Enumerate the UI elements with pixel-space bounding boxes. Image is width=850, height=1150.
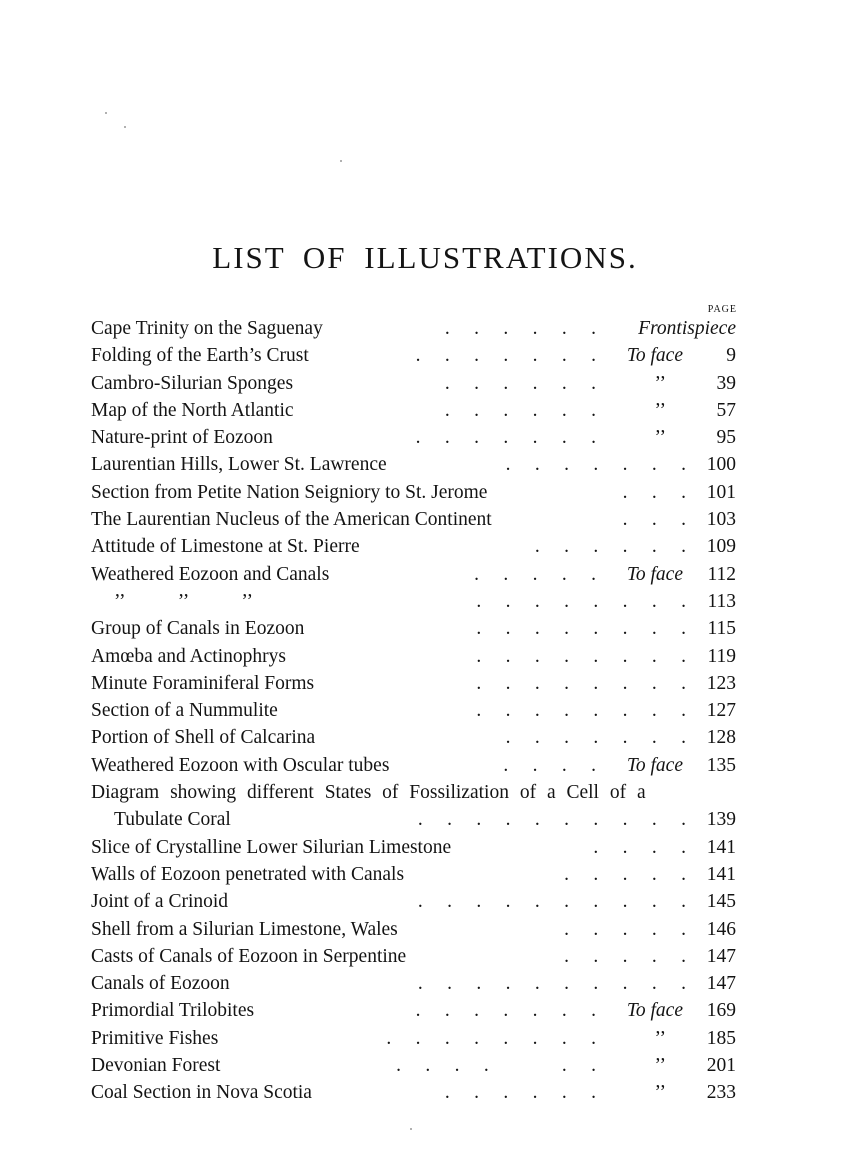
list-item xyxy=(91,670,741,697)
list-item xyxy=(91,643,741,670)
entry-title: Folding of the Earth’s Crust xyxy=(91,345,309,367)
list-item xyxy=(91,1079,741,1106)
dot-leader: . . . . . . . . xyxy=(476,590,686,612)
entry-title: Primitive Fishes xyxy=(91,1027,219,1049)
dot-leader: . . . . . . . xyxy=(415,345,596,367)
entry-title: The Laurentian Nucleus of the American Continent xyxy=(91,509,492,531)
paper-speck xyxy=(124,126,126,128)
dot-leader: . . . . . . . xyxy=(415,1000,596,1022)
list-item xyxy=(91,615,741,642)
entry-page: 57 xyxy=(716,399,736,421)
dot-leader: . . . . . . . xyxy=(505,727,686,749)
entry-note: To face xyxy=(626,345,683,367)
list-item xyxy=(91,506,741,533)
entry-page: 103 xyxy=(706,509,736,531)
entry-title: Cambro-Silurian Sponges xyxy=(91,372,294,394)
entry-title: Minute Foraminiferal Forms xyxy=(91,672,315,694)
entry-page: 39 xyxy=(716,372,736,394)
entry-page: 113 xyxy=(707,590,736,612)
list-item xyxy=(91,806,741,833)
list-item xyxy=(91,479,741,506)
list-item xyxy=(91,997,741,1024)
dot-leader: . . . . . xyxy=(564,918,686,940)
dot-leader: . . . . xyxy=(503,754,596,776)
entry-page: 135 xyxy=(706,754,736,776)
entry-page: 95 xyxy=(716,427,736,449)
entry-page: 145 xyxy=(706,891,736,913)
entry-title: Slice of Crystalline Lower Silurian Limestone xyxy=(91,836,452,858)
list-item xyxy=(91,451,741,478)
ditto-marks: ’’ ’’ ’’ xyxy=(114,590,253,612)
dot-leader: . . . . xyxy=(593,836,686,858)
dot-leader: . . . . . . . . xyxy=(476,672,686,694)
dot-leader: . . . . . . . . xyxy=(386,1027,596,1049)
entry-title: Diagram showing different States of Fossilization of a Cell of a xyxy=(91,782,646,804)
dot-leader: . . . . . . . . xyxy=(476,645,686,667)
dot-leader: . . . . . . . . . . xyxy=(417,809,686,831)
entry-page: 119 xyxy=(707,645,736,667)
entry-page: 147 xyxy=(706,945,736,967)
entry-title: Coal Section in Nova Scotia xyxy=(91,1082,312,1104)
paper-speck xyxy=(105,112,107,114)
list-item xyxy=(91,888,741,915)
page-title: LIST OF ILLUSTRATIONS. xyxy=(212,240,638,275)
entry-title: Tubulate Coral xyxy=(114,809,231,831)
entry-page: 141 xyxy=(706,836,736,858)
entry-title: Weathered Eozoon with Oscular tubes xyxy=(91,754,390,776)
entry-title: Amœba and Actinophrys xyxy=(91,645,286,667)
entry-title: Walls of Eozoon penetrated with Canals xyxy=(91,863,405,885)
entry-page: 128 xyxy=(706,727,736,749)
list-item xyxy=(91,834,741,861)
entry-title: Section from Petite Nation Seigniory to St. Jerome xyxy=(91,481,488,503)
list-item xyxy=(91,697,741,724)
dot-leader: . . . . . . . . xyxy=(476,618,686,640)
dot-leader: . . . . . . xyxy=(444,318,596,339)
list-item xyxy=(91,861,741,888)
entry-title: Laurentian Hills, Lower St. Lawrence xyxy=(91,454,387,476)
entry-title: Primordial Trilobites xyxy=(91,1000,255,1022)
entry-title: Section of a Nummulite xyxy=(91,700,278,722)
entry-page: 185 xyxy=(706,1027,736,1049)
entry-page: 100 xyxy=(706,454,736,476)
paper-speck xyxy=(410,1128,412,1130)
entry-page: 112 xyxy=(707,563,736,585)
dot-leader: . . . . . . . . . . xyxy=(417,891,686,913)
dot-leader: . . . . . . . . . . xyxy=(417,973,686,995)
entry-title: Devonian Forest xyxy=(91,1055,221,1077)
dot-leader: . . . . . . . xyxy=(505,454,686,476)
dot-leader: . . . . . . xyxy=(534,536,686,558)
entry-title: Attitude of Limestone at St. Pierre xyxy=(91,536,360,558)
list-item xyxy=(91,397,741,424)
dot-leader: . . . . . . xyxy=(444,1082,596,1104)
entry-page: 141 xyxy=(706,863,736,885)
list-item xyxy=(91,943,741,970)
list-item xyxy=(91,970,741,997)
dot-leader: . . . . . . . xyxy=(415,427,596,449)
entry-page: 233 xyxy=(706,1082,736,1104)
dot-leader: . . . xyxy=(622,509,686,531)
entry-page: 201 xyxy=(706,1055,736,1077)
dot-leader: . . . . . . . . xyxy=(476,700,686,722)
illustrations-list xyxy=(91,315,741,1107)
list-item xyxy=(91,779,741,806)
entry-title: Nature-print of Eozoon xyxy=(91,427,273,449)
entry-title: Joint of a Crinoid xyxy=(91,891,229,913)
ditto-mark: ’’ xyxy=(654,427,666,449)
entry-title: Canals of Eozoon xyxy=(91,973,230,995)
paper-speck xyxy=(340,160,342,162)
entry-page: 123 xyxy=(706,672,736,694)
entry-page: 127 xyxy=(706,700,736,722)
entry-title: Shell from a Silurian Limestone, Wales xyxy=(91,918,398,940)
list-item xyxy=(91,588,741,615)
dot-leader: . . . . . xyxy=(564,945,686,967)
entry-page: 146 xyxy=(706,918,736,940)
entry-title: Cape Trinity on the Saguenay xyxy=(91,318,323,339)
entry-page: 9 xyxy=(726,345,736,367)
dot-leader: . . . . . . xyxy=(444,399,596,421)
list-item xyxy=(91,370,741,397)
entry-note: To face xyxy=(626,563,683,585)
dot-leader: . . . . . xyxy=(564,863,686,885)
entry-page: 139 xyxy=(706,809,736,831)
entry-note: To face xyxy=(626,754,683,776)
ditto-mark: ’’ xyxy=(654,399,666,421)
ditto-mark: ’’ xyxy=(654,1027,666,1049)
entry-title: Group of Canals in Eozoon xyxy=(91,618,305,640)
list-item xyxy=(91,1025,741,1052)
entry-title: Weathered Eozoon and Canals xyxy=(91,563,330,585)
list-item xyxy=(91,1052,741,1079)
dot-leader: . . . . . . xyxy=(444,372,596,394)
entry-page: 115 xyxy=(707,618,736,640)
entry-title: Map of the North Atlantic xyxy=(91,399,294,421)
dot-leader: . . . . . . xyxy=(396,1055,596,1077)
list-item xyxy=(91,752,741,779)
entry-title: Portion of Shell of Calcarina xyxy=(91,727,316,749)
list-item xyxy=(91,724,741,751)
list-item xyxy=(91,342,741,369)
dot-leader: . . . xyxy=(622,481,686,503)
dot-leader: . . . . . xyxy=(474,563,596,585)
page-column-header: PAGE xyxy=(707,304,737,315)
entry-note: Frontispiece xyxy=(638,318,736,339)
entry-page: 147 xyxy=(706,973,736,995)
entry-page: 109 xyxy=(706,536,736,558)
list-item xyxy=(91,916,741,943)
list-item xyxy=(91,533,741,560)
list-item xyxy=(91,315,741,342)
entry-note: To face xyxy=(626,1000,683,1022)
entry-page: 169 xyxy=(706,1000,736,1022)
entry-page: 101 xyxy=(706,481,736,503)
ditto-mark: ’’ xyxy=(654,1082,666,1104)
entry-title: Casts of Canals of Eozoon in Serpentine xyxy=(91,945,407,967)
list-item xyxy=(91,561,741,588)
ditto-mark: ’’ xyxy=(654,1055,666,1077)
ditto-mark: ’’ xyxy=(654,372,666,394)
list-item xyxy=(91,424,741,451)
